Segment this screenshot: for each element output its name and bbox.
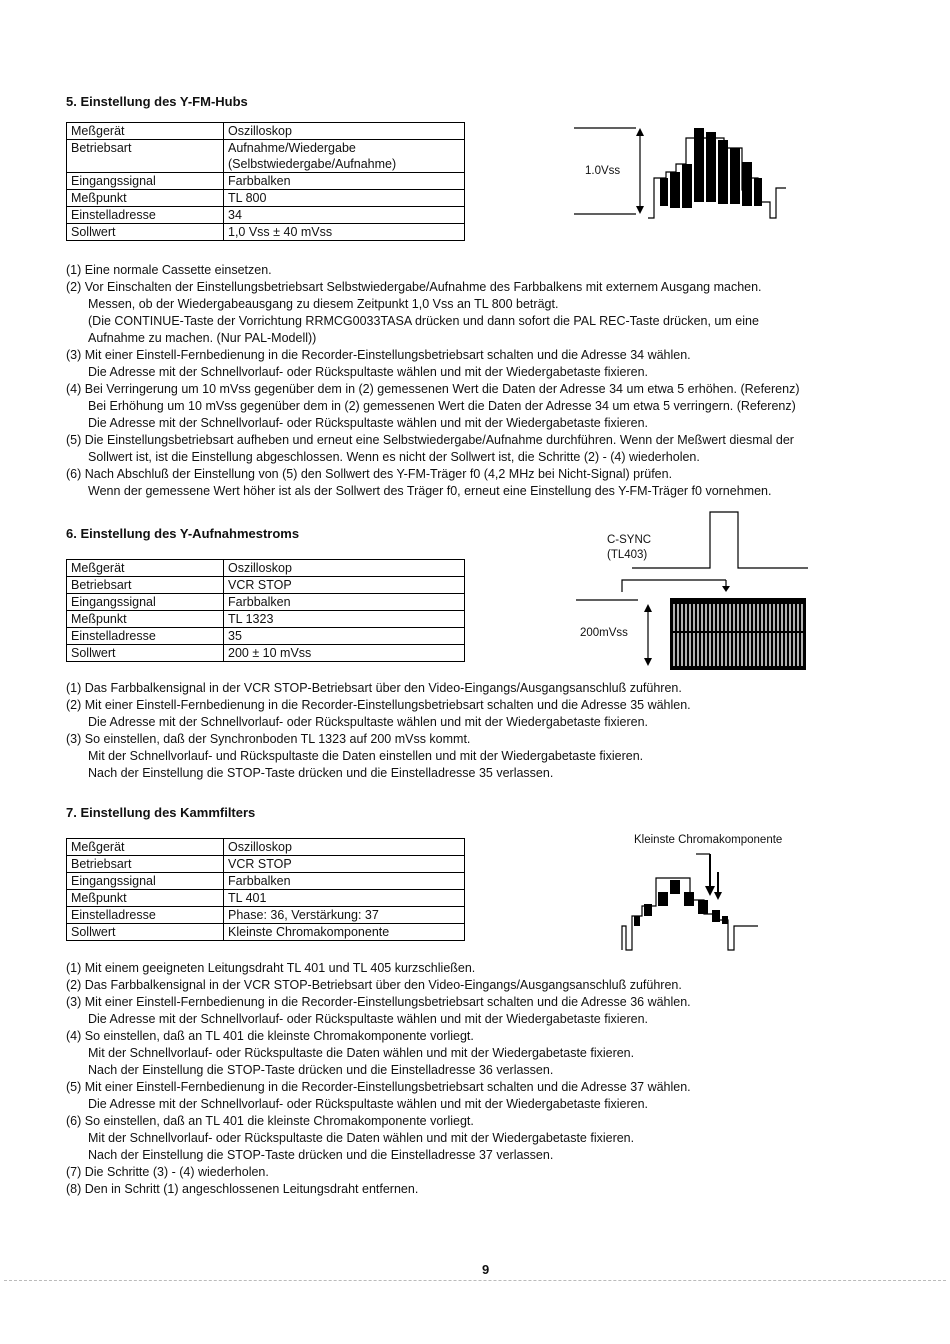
table-row [67,190,465,207]
section5-spec-table [66,122,465,241]
table-value: 1,0 Vss ± 40 mVss [224,224,465,241]
section6-heading: 6. Einstellung des Y-Aufnahmestroms [66,526,300,541]
step-line: Nach der Einstellung die STOP-Taste drücken und die Einstelladresse 35 verlassen. [88,766,554,780]
table-value: Aufnahme/Wiedergabe (Selbstwiedergabe/Aufnahme) [224,140,465,173]
table-value: 35 [224,628,465,645]
step-line: Wenn der gemessene Wert höher ist als der Sollwert des Träger f0, erneut eine Einstellung des Y-FM-Träger f0 vornehmen. [88,484,772,498]
step-line: (4) So einstellen, daß an TL 401 die kleinste Chromakomponente vorliegt. [66,1029,474,1043]
table-value: TL 1323 [224,611,465,628]
step-line: Die Adresse mit der Schnellvorlauf- oder Rückspultaste wählen und mit der Wiedergabetaste fixieren. [88,1012,648,1026]
step-line: Messen, ob der Wiedergabeausgang zu diesem Zeitpunkt 1,0 Vss an TL 800 beträgt. [88,297,559,311]
step-line: (6) So einstellen, daß an TL 401 die kleinste Chromakomponente vorliegt. [66,1114,474,1128]
table-row [67,856,465,873]
table-key: Sollwert [67,924,224,941]
table-key: Meßpunkt [67,190,224,207]
table-value: VCR STOP [224,856,465,873]
csync-testpoint-label: (TL403) [607,549,648,561]
step-line: Die Adresse mit der Schnellvorlauf- oder Rückspultaste wählen und mit der Wiedergabetaste fixieren. [88,715,648,729]
table-row [67,873,465,890]
table-value: VCR STOP [224,577,465,594]
table-key: Betriebsart [67,577,224,594]
table-row [67,173,465,190]
csync-waveform-figure [576,508,812,674]
chroma-component-label: Kleinste Chromakomponente [634,834,783,846]
comb-filter-waveform-figure [618,850,768,956]
table-key: Meßgerät [67,839,224,856]
step-line: (1) Das Farbbalkensignal in der VCR STOP-Betriebsart über den Video-Eingangs/Ausgangsanschluß zuführen. [66,681,682,695]
table-value: TL 800 [224,190,465,207]
step-line: Die Adresse mit der Schnellvorlauf- oder Rückspultaste wählen und mit der Wiedergabetaste fixieren. [88,416,648,430]
section7-heading: 7. Einstellung des Kammfilters [66,805,256,820]
table-row [67,890,465,907]
step-line: Mit der Schnellvorlauf- oder Rückspultaste die Daten wählen und mit der Wiedergabetaste fixieren. [88,1131,635,1145]
table-value: Farbbalken [224,173,465,190]
page-bottom-rule [4,1280,946,1281]
table-row [67,207,465,224]
step-line: (5) Mit einer Einstell-Fernbedienung in die Recorder-Einstellungsbetriebsart schalten und die Adresse 37 wählen. [66,1080,691,1094]
step-line: (7) Die Schritte (3) - (4) wiederholen. [66,1165,269,1179]
table-value: Oszilloskop [224,560,465,577]
table-key: Eingangssignal [67,594,224,611]
csync-label: C-SYNC [607,534,652,546]
table-row [67,907,465,924]
table-key: Eingangssignal [67,873,224,890]
table-row [67,594,465,611]
table-value: 200 ± 10 mVss [224,645,465,662]
table-key: Sollwert [67,645,224,662]
table-row [67,628,465,645]
table-value: Oszilloskop [224,123,465,140]
step-line: Aufnahme zu machen. (Nur PAL-Modell)) [88,331,317,345]
table-row [67,924,465,941]
step-line: (2) Vor Einschalten der Einstellungsbetriebsart Selbstwiedergabe/Aufnahme des Farbbalkens mit externem Ausgang machen. [66,280,762,294]
step-line: (8) Den in Schritt (1) angeschlossenen Leitungsdraht entfernen. [66,1182,419,1196]
table-key: Einstelladresse [67,907,224,924]
table-value: TL 401 [224,890,465,907]
step-line: (3) So einstellen, daß der Synchronboden TL 1323 auf 200 mVss kommt. [66,732,471,746]
step-line: Die Adresse mit der Schnellvorlauf- oder Rückspultaste wählen und mit der Wiedergabetaste fixieren. [88,1097,648,1111]
section6-spec-table [66,559,465,662]
table-key: Meßgerät [67,560,224,577]
table-row [67,123,465,140]
table-value: Phase: 36, Verstärkung: 37 [224,907,465,924]
section5-steps [66,262,916,500]
table-key: Einstelladresse [67,207,224,224]
step-line: Nach der Einstellung die STOP-Taste drücken und die Einstelladresse 37 verlassen. [88,1148,554,1162]
section7-steps [66,960,916,1198]
table-value: 34 [224,207,465,224]
step-line: Sollwert ist, ist die Einstellung abgeschlossen. Wenn es nicht der Sollwert ist, die Schritte (2) - (4) wiederholen. [88,450,700,464]
step-line: Die Adresse mit der Schnellvorlauf- oder Rückspultaste wählen und mit der Wiedergabetaste fixieren. [88,365,648,379]
table-key: Betriebsart [67,856,224,873]
step-line: (4) Bei Verringerung um 10 mVss gegenüber dem in (2) gemessenen Wert die Daten der Adresse 34 um etwa 5 erhöhen. (Referenz) [66,382,800,396]
table-row [67,560,465,577]
step-line: Nach der Einstellung die STOP-Taste drücken und die Einstelladresse 36 verlassen. [88,1063,554,1077]
step-line: (3) Mit einer Einstell-Fernbedienung in die Recorder-Einstellungsbetriebsart schalten und die Adresse 36 wählen. [66,995,691,1009]
step-line: (2) Das Farbbalkensignal in der VCR STOP-Betriebsart über den Video-Eingangs/Ausgangsanschluß zuführen. [66,978,682,992]
table-key: Sollwert [67,224,224,241]
section7-spec-table [66,838,465,941]
table-key: Eingangssignal [67,173,224,190]
step-line: (2) Mit einer Einstell-Fernbedienung in die Recorder-Einstellungsbetriebsart schalten und die Adresse 35 wählen. [66,698,691,712]
table-value: Kleinste Chromakomponente [224,924,465,941]
table-row [67,611,465,628]
step-line: (1) Mit einem geeigneten Leitungsdraht TL 401 und TL 405 kurzschließen. [66,961,476,975]
step-line: (5) Die Einstellungsbetriebsart aufheben und erneut eine Selbstwiedergabe/Aufnahme durchführen. Wenn der Meßwert diesmal der [66,433,794,447]
page-number: 9 [482,1262,490,1277]
step-line: (3) Mit einer Einstell-Fernbedienung in die Recorder-Einstellungsbetriebsart schalten und die Adresse 34 wählen. [66,348,691,362]
recording-amplitude-label: 200mVss [580,627,628,639]
table-row [67,224,465,241]
table-row [67,577,465,594]
table-value: Oszilloskop [224,839,465,856]
step-line: (6) Nach Abschluß der Einstellung von (5) den Sollwert des Y-FM-Träger f0 (4,2 MHz bei Nicht-Signal) prüfen. [66,467,673,481]
table-key: Meßgerät [67,123,224,140]
table-row [67,140,465,173]
table-value: Farbbalken [224,873,465,890]
table-key: Einstelladresse [67,628,224,645]
step-line: Mit der Schnellvorlauf- oder Rückspultaste die Daten wählen und mit der Wiedergabetaste fixieren. [88,1046,635,1060]
table-key: Betriebsart [67,140,224,173]
table-value: Farbbalken [224,594,465,611]
section6-steps [66,680,916,782]
section5-heading: 5. Einstellung des Y-FM-Hubs [66,94,248,109]
step-line: Mit der Schnellvorlauf- und Rückspultaste die Daten einstellen und mit der Wiedergabetaste fixieren. [88,749,644,763]
step-line: (1) Eine normale Cassette einsetzen. [66,263,272,277]
table-key: Meßpunkt [67,890,224,907]
step-line: (Die CONTINUE-Taste der Vorrichtung RRMCG0033TASA drücken und dann sofort die PAL REC-Taste drücken, um eine [88,314,759,328]
table-key: Meßpunkt [67,611,224,628]
table-row [67,645,465,662]
table-row [67,839,465,856]
yfm-amplitude-label: 1.0Vss [585,165,621,177]
step-line: Bei Erhöhung um 10 mVss gegenüber dem in (2) gemessenen Wert die Daten der Adresse 34 um etwa 5 verringern. (Referenz) [88,399,796,413]
